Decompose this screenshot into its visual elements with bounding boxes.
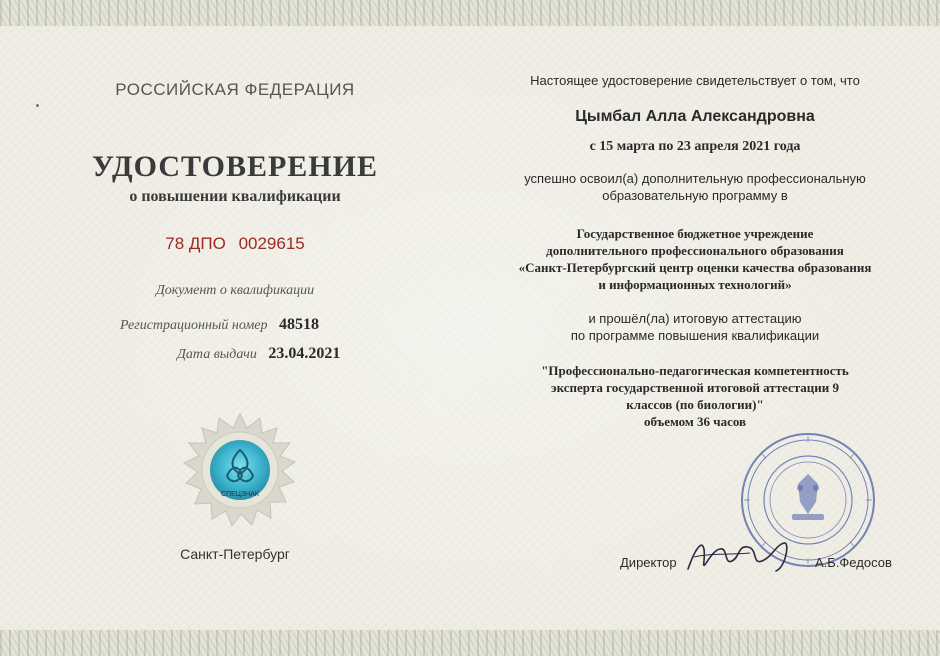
institution-line-1: Государственное бюджетное учреждение bbox=[576, 226, 814, 241]
left-page bbox=[20, 40, 450, 620]
holder-name: Цымбал Алла Александровна bbox=[575, 108, 815, 125]
issue-date-row bbox=[177, 345, 340, 363]
mastered-line-1: успешно освоил(а) дополнительную профессиональную bbox=[524, 171, 866, 186]
mastered-line-2: образовательную программу в bbox=[602, 188, 788, 203]
intro-text: Настоящее удостоверение свидетельствует о том, что bbox=[530, 73, 860, 88]
institution-line-4: и информационных технологий» bbox=[598, 277, 792, 292]
top-guilloche-border bbox=[0, 0, 940, 26]
signature-row bbox=[470, 545, 920, 585]
bottom-guilloche-border bbox=[0, 630, 940, 656]
city-name: Санкт-Петербург bbox=[180, 546, 290, 562]
registration-label: Регистрационный номер bbox=[120, 318, 268, 333]
holographic-seal-icon bbox=[180, 410, 300, 530]
institution-line-2: дополнительного профессионального образования bbox=[546, 243, 844, 258]
document-kind: Документ о квалификации bbox=[155, 283, 315, 298]
institution-line-3: «Санкт-Петербургский центр оценки качества образования bbox=[518, 260, 872, 275]
program-hours: объемом 36 часов bbox=[643, 414, 747, 429]
document-serial: 0029615 bbox=[238, 234, 305, 253]
issue-date-label: Дата выдачи bbox=[177, 347, 257, 362]
registration-value: 48518 bbox=[278, 316, 319, 333]
seal-text: СПЕЦЗНАК bbox=[221, 491, 259, 498]
attestation-line-2: по программе повышения квалификации bbox=[570, 328, 820, 343]
document-series: 78 ДПО bbox=[165, 234, 226, 253]
program-line-1: "Профессионально-педагогическая компетентность bbox=[541, 363, 849, 378]
attestation-line-1: и прошёл(ла) итоговую аттестацию bbox=[588, 311, 802, 326]
program-line-3: классов (по биологии)" bbox=[626, 397, 764, 412]
document-subtitle: о повышении квалификации bbox=[129, 188, 341, 205]
institution-name bbox=[470, 225, 920, 293]
registration-row bbox=[120, 316, 319, 334]
director-label: Директор bbox=[620, 555, 677, 570]
document-number bbox=[20, 234, 450, 254]
training-period: с 15 марта по 23 апреля 2021 года bbox=[589, 139, 801, 154]
document-title: УДОСТОВЕРЕНИЕ bbox=[92, 150, 378, 183]
signature-icon bbox=[680, 531, 800, 581]
country-heading: РОССИЙСКАЯ ФЕДЕРАЦИЯ bbox=[115, 80, 355, 99]
program-line-2: эксперта государственной итоговой аттестации 9 bbox=[550, 380, 840, 395]
right-page bbox=[470, 40, 920, 620]
program-title bbox=[470, 362, 920, 430]
attestation-text bbox=[470, 310, 920, 344]
issue-date-value: 23.04.2021 bbox=[268, 345, 341, 362]
director-name: А.Б.Федосов bbox=[815, 555, 892, 570]
mastered-text bbox=[470, 170, 920, 204]
